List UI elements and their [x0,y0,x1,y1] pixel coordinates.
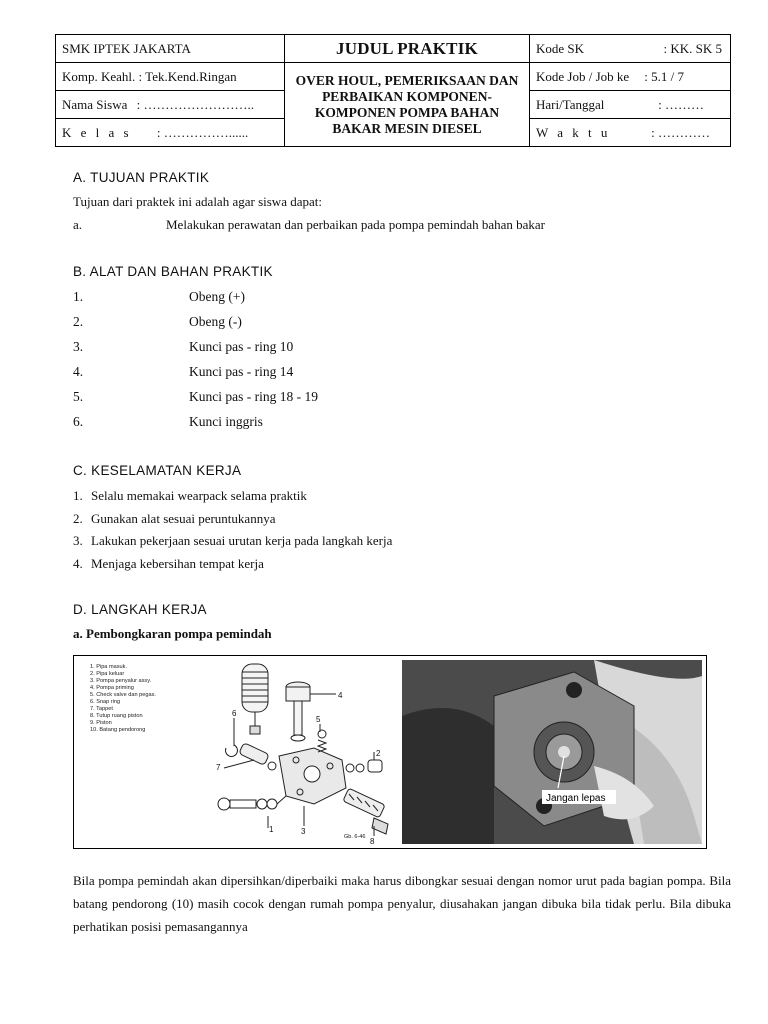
section-c-title: C. KESELAMATAN KERJA [73,463,242,478]
kode-job-label: Kode Job / Job ke [536,68,630,84]
student-label: Nama Siswa [62,96,128,112]
callout-8: 8 [370,837,375,846]
callout-3: 3 [301,827,306,836]
date-label: Hari/Tanggal [536,96,605,112]
section-a-intro: Tujuan dari praktek ini adalah agar siswa dapat: [73,194,322,209]
kode-job-value: : 5.1 / 7 [644,68,684,84]
date-cell [530,91,731,119]
tool-number: 4. [73,364,84,379]
kode-job-cell [530,63,731,91]
pump-body-part [279,748,346,804]
callout-6: 6 [232,709,237,718]
legend-item: 8. Tutup ruang piston [90,713,143,719]
time-cell [530,119,731,147]
section-b-title: B. ALAT DAN BAHAN PRAKTIK [73,264,273,279]
student-cell [56,91,285,119]
tool-number: 6. [73,414,84,429]
kode-sk-value: : KK. SK 5 [663,40,722,56]
section-a-item-text: Melakukan perawatan dan perbaikan pada pompa pemindah bahan bakar [166,217,546,232]
tool-number: 3. [73,339,84,354]
tool-item: Kunci pas - ring 14 [189,364,294,379]
figure-number: Gb. 6-46 [344,834,366,840]
exploded-diagram [90,664,388,846]
school-name: SMK IPTEK JAKARTA [56,35,285,63]
safety-number: 2. [73,511,83,526]
callout-1: 1 [269,825,274,834]
kode-sk-label: Kode SK [536,40,585,56]
pump-figure [73,655,707,849]
tool-item: Kunci pas - ring 18 - 19 [189,389,318,404]
pump-photo [402,660,702,844]
time-value: : ………… [651,124,710,140]
legend-item: 2. Pipa keluar [90,671,125,677]
section-a-title: A. TUJUAN PRAKTIK [73,170,210,185]
piston-part [286,682,336,741]
legend-item: 1. Pipa masuk. [90,664,127,670]
callout-7: 7 [216,763,221,772]
callout-2: 2 [376,749,381,758]
legend-item: 6. Snap ring [90,699,121,705]
diagram-legend [90,664,156,733]
class-label: K e l a s [62,124,132,140]
legend-item: 4. Pompa priming [90,685,134,691]
section-d-subtitle: a. Pembongkaran pompa pemindah [73,626,272,641]
safety-text: Lakukan pekerjaan sesuai urutan kerja pada langkah kerja [91,533,393,548]
section-d-title: D. LANGKAH KERJA [73,602,207,617]
callout-4: 4 [338,691,343,700]
safety-number: 1. [73,488,83,503]
safety-item [73,533,392,549]
practice-title: OVER HOUL, PEMERIKSAAN DAN PERBAIKAN KOMPONEN-KOMPONEN POMPA BAHAN BAKAR MESIN DIESEL [285,63,530,147]
tool-number: 2. [73,314,84,329]
legend-item: 7. Tappet [90,706,113,712]
disassembly-paragraph: Bila pompa pemindah akan dipersihkan/diperbaiki maka harus dibongkar sesuai dengan nomor urut pada bagian pompa. Bila batang pendorong (10) masih cocok dengan rumah pompa penyalur, diusahakan jangan dibuka bila tidak perlu. Bila dibuka perhatikan posisi pemasangannya [73,873,731,934]
safety-text: Selalu memakai wearpack selama praktik [91,488,307,503]
title-label: JUDUL PRAKTIK [285,35,530,63]
tool-number: 1. [73,289,84,304]
time-label: W a k t u [536,124,611,140]
tool-item: Kunci inggris [189,414,263,429]
legend-item: 10. Batang pendorong [90,727,146,733]
priming-pump-part [242,664,268,734]
date-value: : ……… [658,96,704,112]
program-label: Komp. Keahl. : Tek.Kend.Ringan [56,63,285,91]
kode-sk-cell [530,35,731,63]
safety-text: Menjaga kebersihan tempat kerja [91,556,264,571]
tool-item: Obeng (-) [189,314,242,329]
photo-label: Jangan lepas [546,793,606,804]
legend-item: 9. Piston [90,720,112,726]
inlet-bolt-part [218,796,286,810]
safety-item [73,511,275,527]
legend-item: 5. Check valve dan pegas. [90,692,156,698]
tool-item: Kunci pas - ring 10 [189,339,294,354]
student-value: : …………………….. [136,96,254,112]
tool-item: Obeng (+) [189,289,245,304]
safety-item [73,488,307,504]
class-value: : ……………...... [156,124,249,140]
tool-number: 5. [73,389,84,404]
section-a-item-number: a. [73,217,83,232]
callout-5: 5 [316,715,321,724]
header-table [55,34,731,147]
safety-number: 4. [73,556,83,571]
safety-text: Gunakan alat sesuai peruntukannya [91,511,276,526]
safety-number: 3. [73,533,83,548]
legend-item: 3. Pompa penyalur assy. [90,678,152,684]
safety-item [73,556,264,572]
class-cell [56,119,285,147]
pump-figure-svg [74,656,706,848]
piston-cover-part [343,788,388,834]
